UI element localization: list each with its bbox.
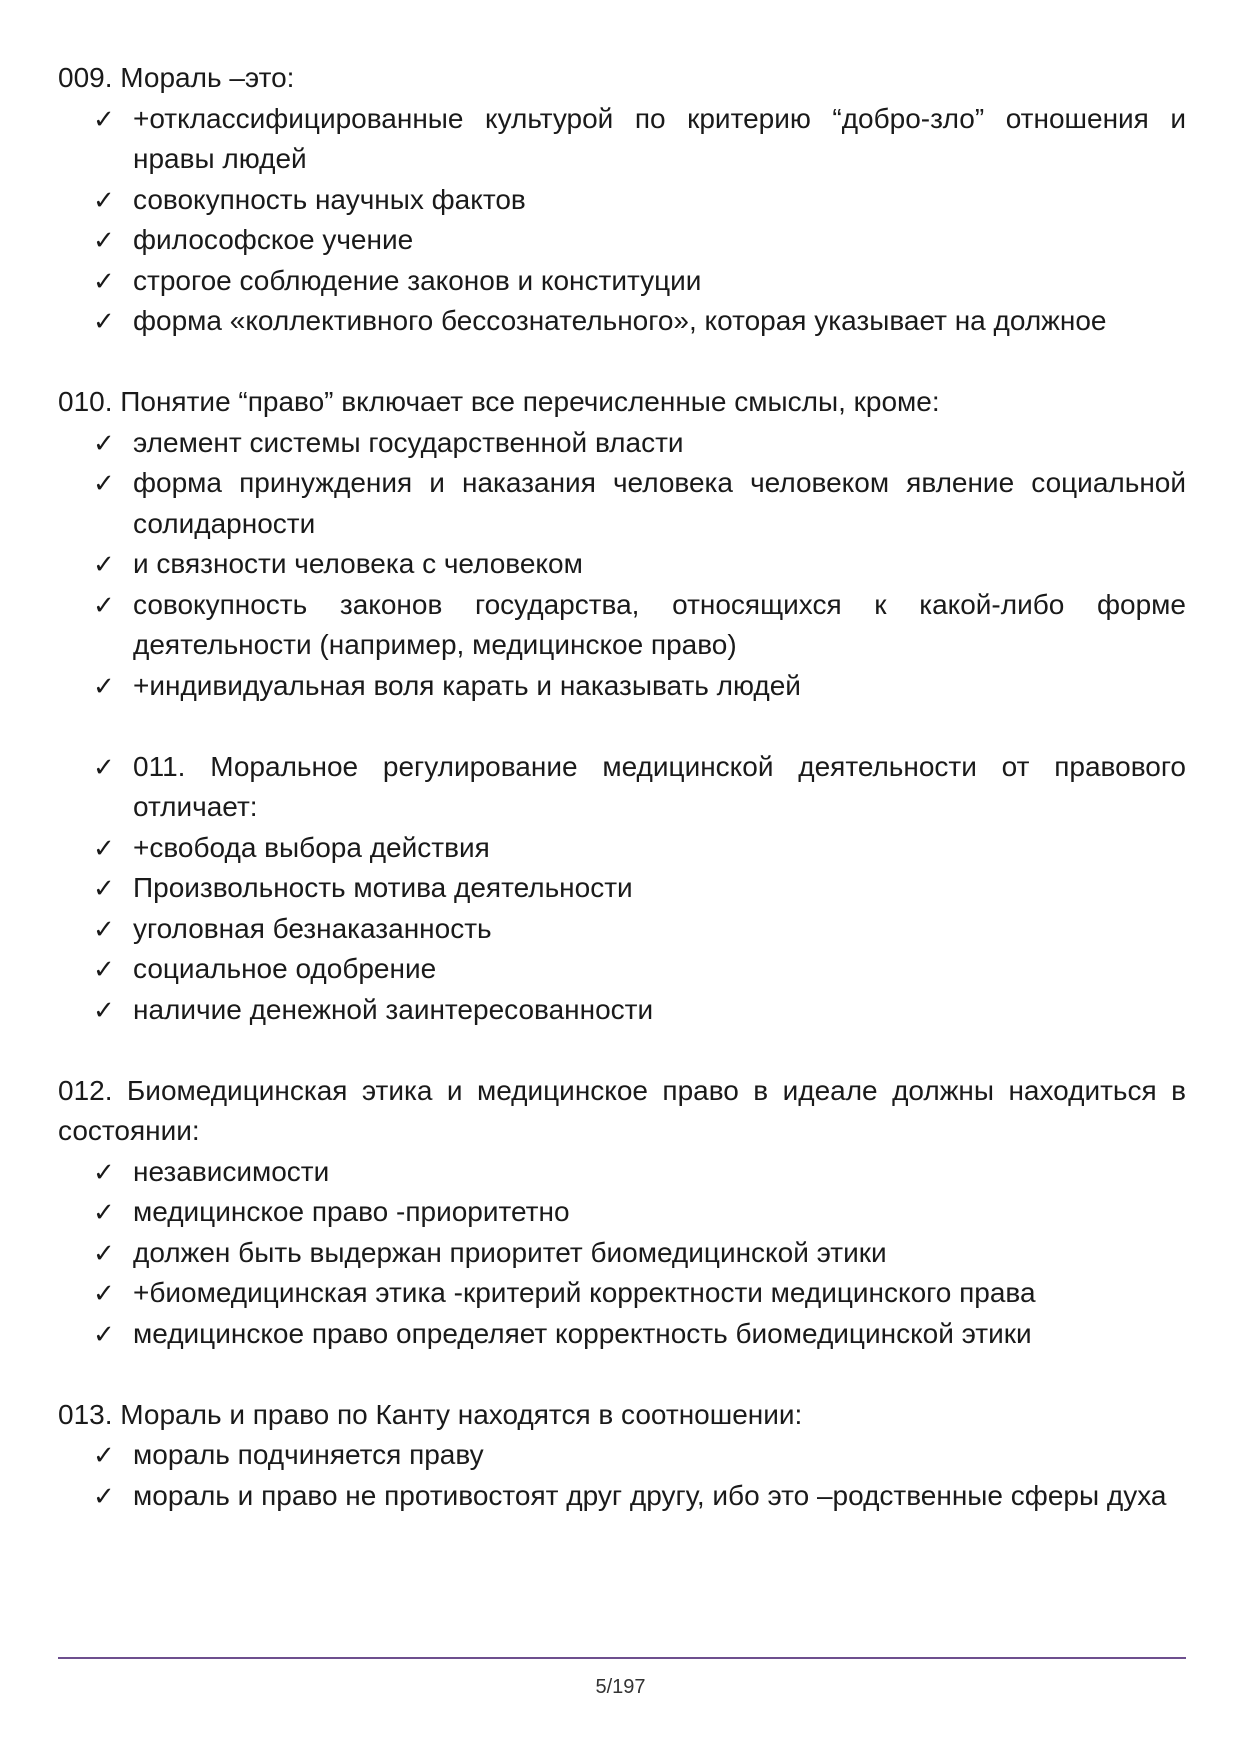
document-body	[58, 58, 1186, 1516]
list-item: ✓ независимости	[58, 1152, 1186, 1193]
checkmark-icon: ✓	[93, 427, 115, 458]
checkmark-icon: ✓	[93, 670, 115, 701]
checkmark-icon: ✓	[93, 1197, 115, 1227]
options-list	[58, 423, 1186, 707]
list-item: ✓ совокупность законов государства, относящихся к какой-либо форме деятельности (например, медицинское право)	[58, 585, 1186, 666]
options-list	[58, 1435, 1186, 1516]
footer-divider	[58, 1657, 1186, 1659]
spacer	[58, 1354, 1186, 1395]
checkmark-icon: ✓	[93, 832, 115, 863]
list-item: ✓ +свобода выбора действия	[58, 828, 1186, 869]
checkmark-icon: ✓	[93, 1480, 115, 1511]
list-item: ✓ +отклассифицированные культурой по критерию “добро-зло” отношения и нравы людей	[58, 99, 1186, 180]
list-item: ✓ мораль и право не противостоят друг другу, ибо это –родственные сферы духа	[58, 1476, 1186, 1517]
spacer	[58, 342, 1186, 383]
list-item: ✓ элемент системы государственной власти	[58, 423, 1186, 464]
question-title: 013. Мораль и право по Канту находятся в соотношении:	[58, 1398, 803, 1430]
list-item: ✓ совокупность научных фактов	[58, 180, 1186, 221]
list-item: ✓ медицинское право -приоритетно	[58, 1192, 1186, 1233]
list-item: ✓ +биомедицинская этика -критерий корректности медицинского права	[58, 1273, 1186, 1314]
checkmark-icon: ✓	[93, 873, 115, 903]
question-012	[58, 1071, 1186, 1355]
checkmark-icon: ✓	[93, 954, 115, 984]
list-item: ✓ строгое соблюдение законов и конституции	[58, 261, 1186, 302]
spacer	[58, 706, 1186, 747]
spacer	[58, 1030, 1186, 1071]
list-item: ✓ должен быть выдержан приоритет биомедицинской этики	[58, 1233, 1186, 1274]
checkmark-icon: ✓	[93, 306, 115, 336]
checkmark-icon: ✓	[93, 184, 115, 215]
question-013	[58, 1395, 1186, 1517]
checkmark-icon: ✓	[93, 468, 115, 498]
list-item: ✓ Произвольность мотива деятельности	[58, 868, 1186, 909]
list-item: ✓ и связности человека с человеком	[58, 544, 1186, 585]
question-title: ✓ 011. Моральное регулирование медицинской деятельности от правового отличает:	[58, 747, 1186, 828]
checkmark-icon: ✓	[93, 1237, 115, 1268]
checkmark-icon: ✓	[93, 1278, 115, 1308]
checkmark-icon: ✓	[93, 1318, 115, 1349]
list-item: ✓ медицинское право определяет корректность биомедицинской этики	[58, 1314, 1186, 1355]
options-list	[58, 747, 1186, 1031]
list-item: ✓ философское учение	[58, 220, 1186, 261]
checkmark-icon: ✓	[93, 103, 115, 134]
list-item: ✓ социальное одобрение	[58, 949, 1186, 990]
list-item: ✓ +индивидуальная воля карать и наказывать людей	[58, 666, 1186, 707]
checkmark-icon: ✓	[93, 265, 115, 296]
list-item: ✓ форма «коллективного бессознательного», которая указывает на должное	[58, 301, 1186, 342]
options-list	[58, 1152, 1186, 1355]
list-item: ✓ мораль подчиняется праву	[58, 1435, 1186, 1476]
checkmark-icon: ✓	[93, 225, 115, 255]
question-010	[58, 382, 1186, 706]
list-item: ✓ форма принуждения и наказания человека человеком явление социальной солидарности	[58, 463, 1186, 544]
question-title: 009. Мораль –это:	[58, 62, 295, 93]
checkmark-icon: ✓	[93, 549, 115, 579]
checkmark-icon: ✓	[93, 751, 115, 782]
checkmark-icon: ✓	[93, 913, 115, 944]
question-title: 010. Понятие “право” включает все перечисленные смыслы, кроме:	[58, 386, 940, 417]
options-list	[58, 99, 1186, 342]
checkmark-icon: ✓	[93, 1156, 115, 1187]
page-number: 5/197	[595, 1676, 646, 1698]
question-009	[58, 58, 1186, 342]
checkmark-icon: ✓	[93, 994, 115, 1025]
question-011	[58, 747, 1186, 1031]
checkmark-icon: ✓	[93, 589, 115, 620]
question-title: 012. Биомедицинская этика и медицинское право в идеале должны находиться в состоянии:	[58, 1074, 1186, 1146]
checkmark-icon: ✓	[93, 1440, 115, 1470]
list-item: ✓ наличие денежной заинтересованности	[58, 990, 1186, 1031]
list-item: ✓ уголовная безнаказанность	[58, 909, 1186, 950]
